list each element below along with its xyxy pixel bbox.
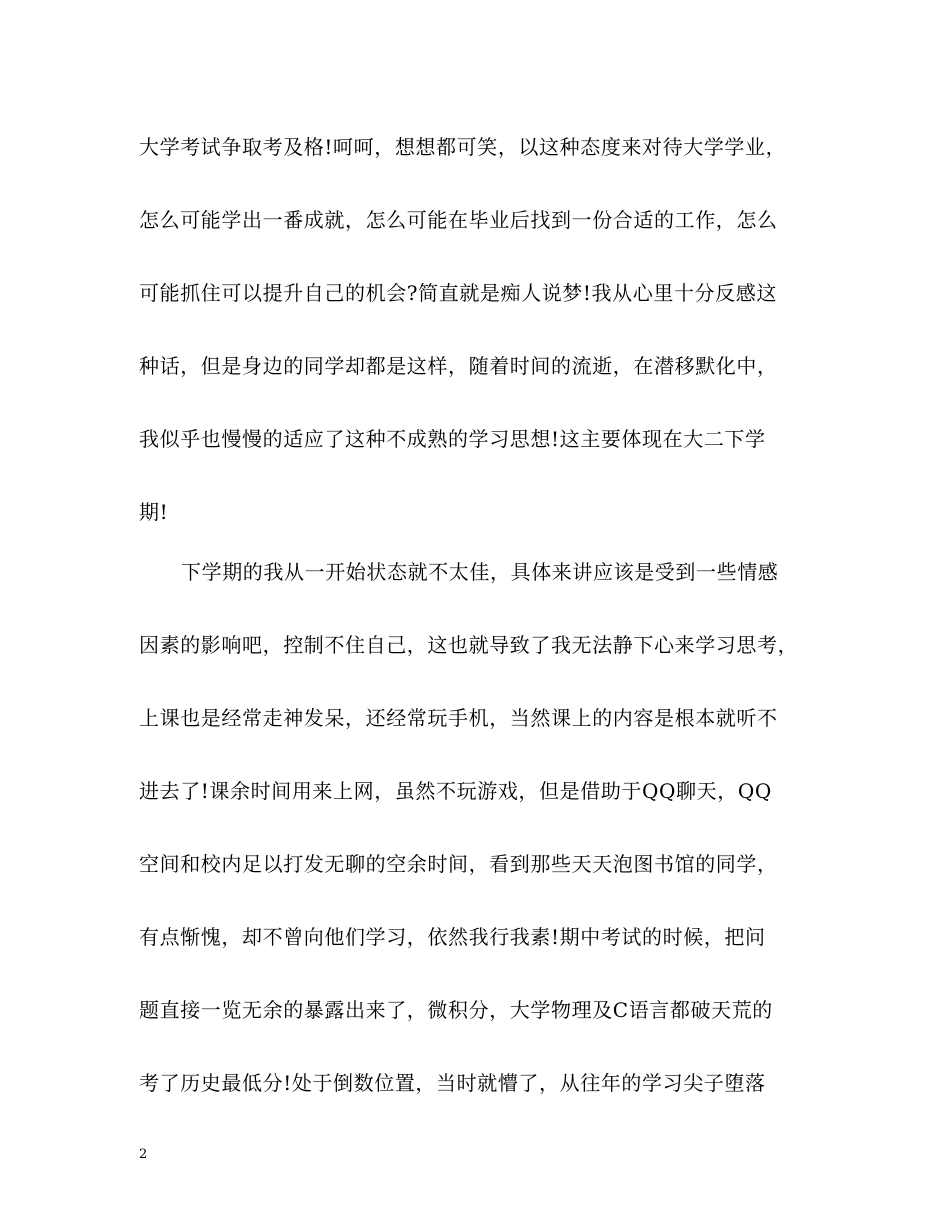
text-line-1: 大学考试争取考及格!呵呵，想想都可笑，以这种态度来对待大学学业， [139, 135, 787, 159]
page-number: 2 [139, 1147, 148, 1162]
text-line-14: 考了历史最低分!处于倒数位置，当时就懵了，从往年的学习尖子堕落 [139, 1071, 766, 1095]
text-line-13: 题直接一览无余的暴露出来了，微积分，大学物理及C语言都破天荒的 [139, 998, 773, 1022]
text-line-8: 因素的影响吧，控制不住自己，这也就导致了我无法静下心来学习思考， [139, 633, 799, 657]
text-line-6: 期! [139, 500, 169, 524]
text-line-11: 空间和校内足以打发无聊的空余时间，看到那些天天泡图书馆的同学， [139, 852, 778, 876]
text-line-9: 上课也是经常走神发呆，还经常玩手机，当然课上的内容是根本就听不 [139, 706, 778, 730]
text-line-4: 种话，但是身边的同学却都是这样，随着时间的流逝，在潜移默化中， [139, 354, 778, 378]
text-line-12: 有点惭愧，却不曾向他们学习，依然我行我素!期中考试的时候，把问 [139, 925, 766, 949]
text-line-5: 我似乎也慢慢的适应了这种不成熟的学习思想!这主要体现在大二下学 [139, 427, 766, 451]
text-line-3: 可能抓住可以提升自己的机会?简直就是痴人说梦!我从心里十分反感这 [139, 281, 777, 305]
paragraph-2-first-line: 下学期的我从一开始状态就不太佳，具体来讲应该是受到一些情感 [181, 560, 779, 584]
text-line-2: 怎么可能学出一番成就，怎么可能在毕业后找到一份合适的工作，怎么 [139, 208, 778, 232]
text-line-10: 进去了!课余时间用来上网，虽然不玩游戏，但是借助于QQ聊天，QQ [139, 779, 772, 803]
